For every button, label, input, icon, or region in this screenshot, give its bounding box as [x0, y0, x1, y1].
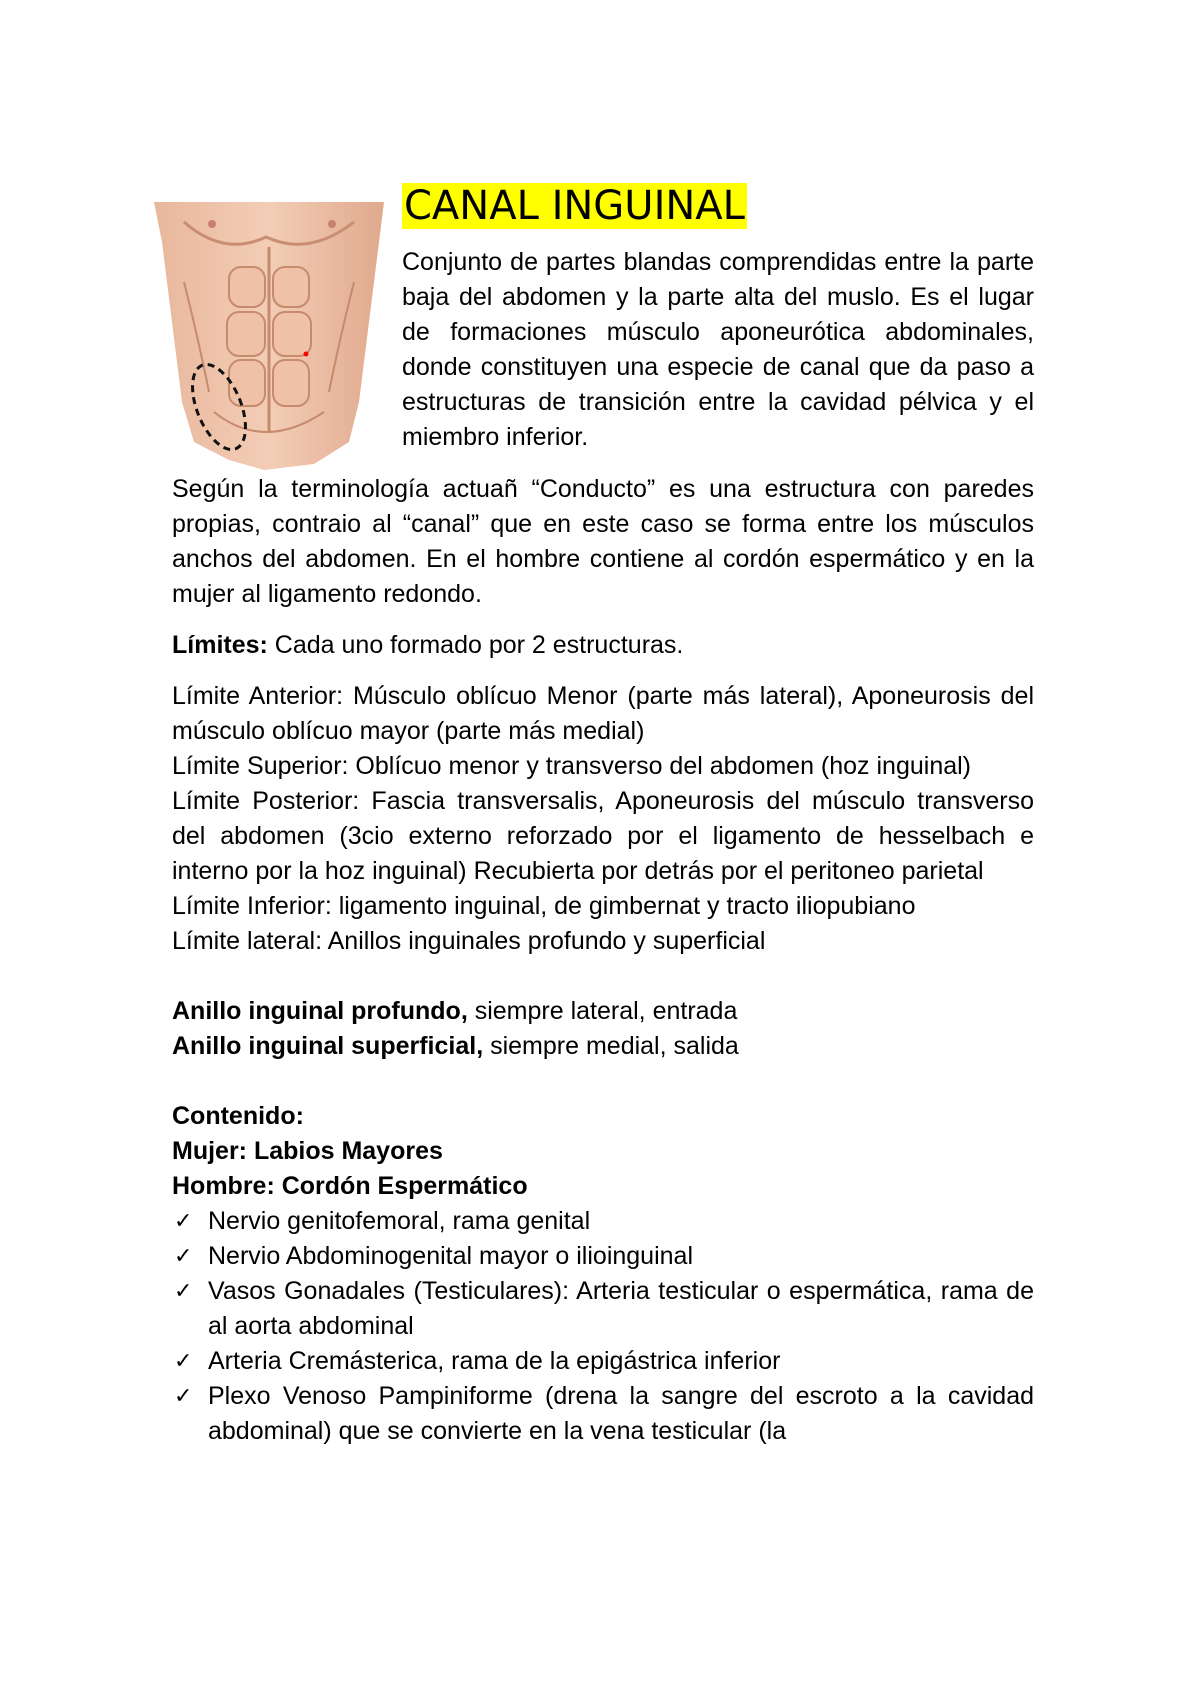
limites-heading: [172, 628, 1034, 663]
anillo-profundo-text: siempre lateral, entrada: [467, 997, 738, 1025]
document-content: [172, 180, 1034, 1449]
list-item: ✓ Arteria Cremásterica, rama de la epigástrica inferior: [172, 1344, 1034, 1379]
limite-inferior: Límite Inferior: ligamento inguinal, de gimbernat y tracto iliopubiano: [172, 892, 916, 920]
intro-paragraph: Conjunto de partes blandas comprendidas entre la parte baja del abdomen y la parte alta del muslo. Es el lugar de formaciones músculo aponeurótica abdominales, donde constituyen una especie de canal que da paso a estructuras de transición entre la cavidad pélvica y el miembro inferior.: [402, 248, 1034, 451]
list-item: ✓ Nervio genitofemoral, rama genital: [172, 1204, 1034, 1239]
anillo-profundo-label: Anillo inguinal profundo,: [172, 997, 468, 1025]
limites-list: [172, 679, 1034, 959]
check-icon: ✓: [174, 1349, 193, 1374]
contenido-list: [172, 1204, 1034, 1449]
limites-text: Cada uno formado por 2 estructuras.: [267, 631, 684, 659]
limite-superior: Límite Superior: Oblícuo menor y transverso del abdomen (hoz inguinal): [172, 752, 972, 780]
page-title: CANAL INGUINAL: [404, 183, 745, 229]
anillo-superficial-text: siempre medial, salida: [483, 1032, 739, 1060]
list-item: ✓ Nervio Abdominogenital mayor o ilioinguinal: [172, 1239, 1034, 1274]
abdomen-anatomy-icon: [154, 202, 384, 472]
contenido-hombre: Hombre: Cordón Espermático: [172, 1172, 528, 1200]
contenido-heading: Contenido:: [172, 1102, 304, 1130]
terminology-paragraph: Según la terminología actuañ “Conducto” es una estructura con paredes propias, contraio al “canal” que en este caso se forma entre los músculos anchos del abdomen. En el hombre contiene al cordón espermático y en la mujer al ligamento redondo.: [172, 475, 1034, 608]
anillo-superficial: [172, 1029, 1034, 1064]
anillo-profundo: [172, 994, 1034, 1029]
limites-label: Límites:: [172, 631, 268, 659]
check-icon: ✓: [174, 1244, 193, 1269]
check-icon: ✓: [174, 1384, 193, 1409]
anillo-superficial-label: Anillo inguinal superficial,: [172, 1032, 484, 1060]
limite-lateral: Límite lateral: Anillos inguinales profundo y superficial: [172, 927, 766, 955]
check-icon: ✓: [174, 1279, 193, 1304]
list-item: ✓ Vasos Gonadales (Testiculares): Arteria testicular o espermática, rama de al aorta abdominal: [172, 1274, 1034, 1344]
abdomen-anatomy-illustration: [154, 202, 384, 472]
limite-anterior: Límite Anterior: Músculo oblícuo Menor (parte más lateral), Aponeurosis del músculo oblícuo mayor (parte más medial): [172, 682, 1034, 745]
check-icon: ✓: [174, 1209, 193, 1234]
list-item: ✓ Plexo Venoso Pampiniforme (drena la sangre del escroto a la cavidad abdominal) que se convierte en la vena testicular (la: [172, 1379, 1034, 1449]
limite-posterior: Límite Posterior: Fascia transversalis, Aponeurosis del músculo transverso del abdomen (3cio externo reforzado por el ligamento de hesselbach e interno por la hoz inguinal) Recubierta por detrás por el peritoneo parietal: [172, 787, 1034, 885]
contenido-mujer: Mujer: Labios Mayores: [172, 1137, 443, 1165]
